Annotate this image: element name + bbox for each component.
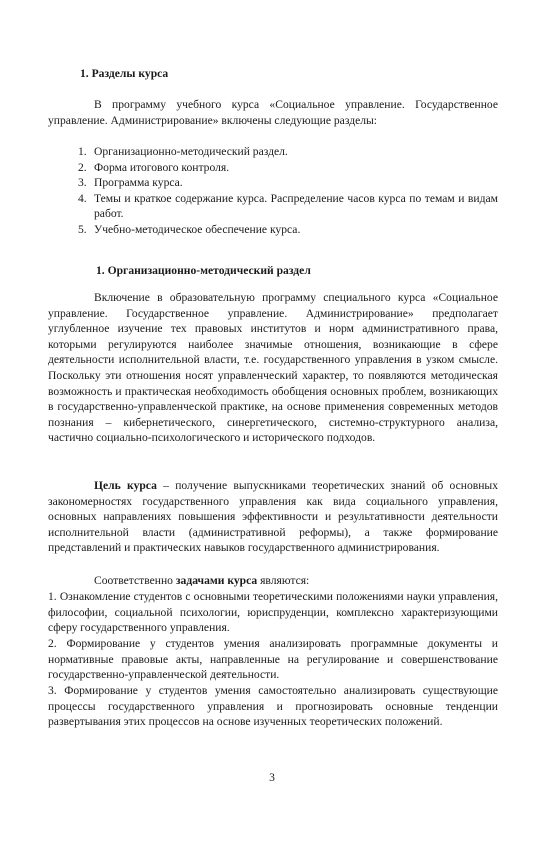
- task-item: 2. Формирование у студентов умения анализировать программные документы и нормативные правовые акты, направленные на регулирование и совершенствование государственно-управленческой деятельности.: [48, 637, 498, 682]
- list-item-text: Учебно-методическое обеспечение курса.: [94, 222, 301, 236]
- tasks-intro: [48, 573, 498, 589]
- page-number: 3: [269, 771, 275, 784]
- list-item: [78, 175, 498, 191]
- list-item-text: Темы и краткое содержание курса. Распределение часов курса по темам и видам работ.: [94, 191, 498, 221]
- list-item-number: 3.: [78, 176, 87, 190]
- list-item-text: Организационно-методический раздел.: [94, 145, 288, 158]
- goal-paragraph: [48, 478, 498, 556]
- list-item: [78, 144, 498, 160]
- tasks-intro-prefix: Соответственно: [94, 574, 176, 587]
- section-heading: 1. Разделы курса: [80, 67, 169, 80]
- subsection-heading: 1. Организационно-методический раздел: [96, 264, 311, 277]
- list-item: [78, 191, 498, 222]
- list-item: [78, 160, 498, 176]
- intro-paragraph: В программу учебного курса «Социальное управление. Государственное управление. Администрирование» включены следующие разделы:: [48, 98, 498, 127]
- list-item: [78, 222, 498, 238]
- list-item-number: 2.: [78, 160, 87, 174]
- list-item-number: 1.: [78, 145, 87, 158]
- list-item-text: Программа курса.: [94, 176, 183, 190]
- list-item-number: 4.: [78, 191, 87, 205]
- tasks-intro-suffix: являются:: [257, 574, 310, 587]
- sections-list: [78, 144, 498, 238]
- list-item-number: 5.: [78, 222, 87, 236]
- goal-text: – получение выпускниками теоретических знаний об основных закономерностях государственного управления как вида социального управления, основных направлениях повышения эффективности и результативности деятельности исполнительной власти (административной реформы), а также формирование представлений и практических навыков государственного администрирования.: [48, 479, 499, 555]
- goal-label: Цель курса: [94, 479, 157, 492]
- task-item: 3. Формирование у студентов умения самостоятельно анализировать существующие процессы государственного управления и прогнозировать основные тенденции развертывания этих процессов на основе изученных теоретических положений.: [48, 684, 498, 729]
- task-item: 1. Ознакомление студентов с основными теоретическими положениями науки управления, философии, социальной психологии, юриспруденции, комплексно характеризующими сферу государственного управления.: [48, 590, 498, 635]
- list-item-text: Форма итогового контроля.: [94, 160, 230, 174]
- inclusion-paragraph: Включение в образовательную программу специального курса «Социальное управление. Государственное управление. Администрирование» предполагает углубленное изучение тех правовых институтов и норм административного права, которыми регулируются наиболее значимые отношения, возникающие в сфере деятельности исполнительной власти, т.е. государственного управления в узком смысле. Поскольку эти отношения носят управленческий характер, то появляются методическая возможность и практическая необходимость обобщения основных проблем, возникающих в государственно-управленческой практике, на основе применения современных методов познания – кибернетического, синергетического, системно-структурного анализа, частично социально-психологического и исторического подходов.: [48, 291, 498, 445]
- tasks-intro-label: задачами курса: [175, 574, 258, 587]
